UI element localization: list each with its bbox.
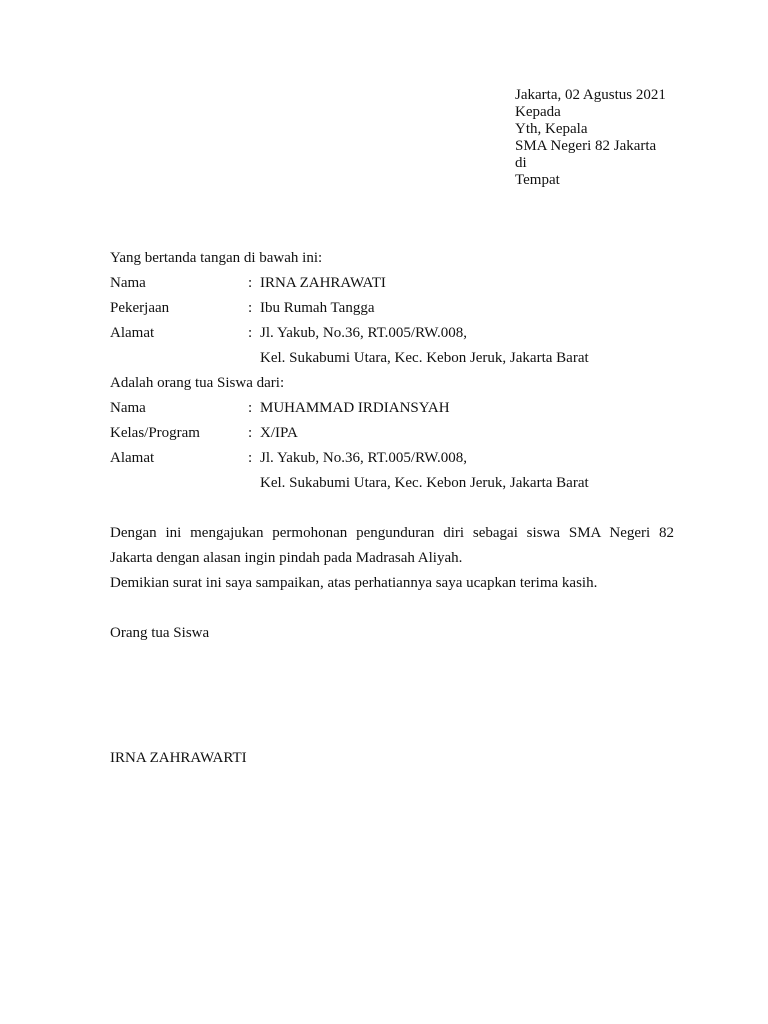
- colon: :: [248, 400, 253, 416]
- parent-job-label: Pekerjaan: [110, 300, 170, 316]
- student-address-label: Alamat: [110, 450, 155, 466]
- signer-name: IRNA ZAHRAWARTI: [110, 750, 247, 766]
- body-line-2: Jakarta dengan alasan ingin pindah pada Madrasah Aliyah.: [110, 550, 463, 566]
- body-line-1: Dengan ini mengajukan permohonan pengunduran diri sebagai siswa SMA Negeri 82: [110, 525, 674, 541]
- colon: :: [248, 275, 253, 291]
- student-name-value: MUHAMMAD IRDIANSYAH: [260, 400, 450, 416]
- closing-text: Orang tua Siswa: [110, 625, 210, 641]
- parent-name-row: [110, 271, 674, 296]
- parent-address-label: Alamat: [110, 325, 155, 341]
- parent-job-value: Ibu Rumah Tangga: [260, 300, 375, 316]
- letter-header: [515, 87, 666, 189]
- student-address-row: [110, 446, 674, 471]
- recipient-di: di: [515, 155, 527, 171]
- student-address-line2: Kel. Sukabumi Utara, Kec. Kebon Jeruk, Jakarta Barat: [260, 475, 589, 491]
- student-address-cont-row: [110, 471, 674, 496]
- colon: :: [248, 325, 253, 341]
- parent-address-cont-row: [110, 346, 674, 371]
- student-name-row: [110, 396, 674, 421]
- student-address-line1: Jl. Yakub, No.36, RT.005/RW.008,: [260, 450, 468, 466]
- parent-job-row: [110, 296, 674, 321]
- recipient-to: Kepada: [515, 104, 561, 120]
- parent-name-value: IRNA ZAHRAWATI: [260, 275, 386, 291]
- parent-name-label: Nama: [110, 275, 146, 291]
- intro-text: Yang bertanda tangan di bawah ini:: [110, 250, 323, 266]
- recipient-school: SMA Negeri 82 Jakarta: [515, 138, 657, 154]
- colon: :: [248, 450, 253, 466]
- student-class-value: X/IPA: [260, 425, 298, 441]
- identity-block: [110, 246, 674, 496]
- parent-address-row: [110, 321, 674, 346]
- student-class-label: Kelas/Program: [110, 425, 200, 441]
- recipient-place: Tempat: [515, 172, 560, 188]
- letter-body: [110, 521, 674, 596]
- parent-address-line2: Kel. Sukabumi Utara, Kec. Kebon Jeruk, Jakarta Barat: [260, 350, 589, 366]
- colon: :: [248, 425, 253, 441]
- colon: :: [248, 300, 253, 316]
- recipient-title: Yth, Kepala: [515, 121, 588, 137]
- body-line-3: Demikian surat ini saya sampaikan, atas perhatiannya saya ucapkan terima kasih.: [110, 575, 598, 591]
- place-date: Jakarta, 02 Agustus 2021: [515, 87, 666, 103]
- student-class-row: [110, 421, 674, 446]
- student-name-label: Nama: [110, 400, 146, 416]
- parent-address-line1: Jl. Yakub, No.36, RT.005/RW.008,: [260, 325, 468, 341]
- student-intro-text: Adalah orang tua Siswa dari:: [110, 375, 285, 391]
